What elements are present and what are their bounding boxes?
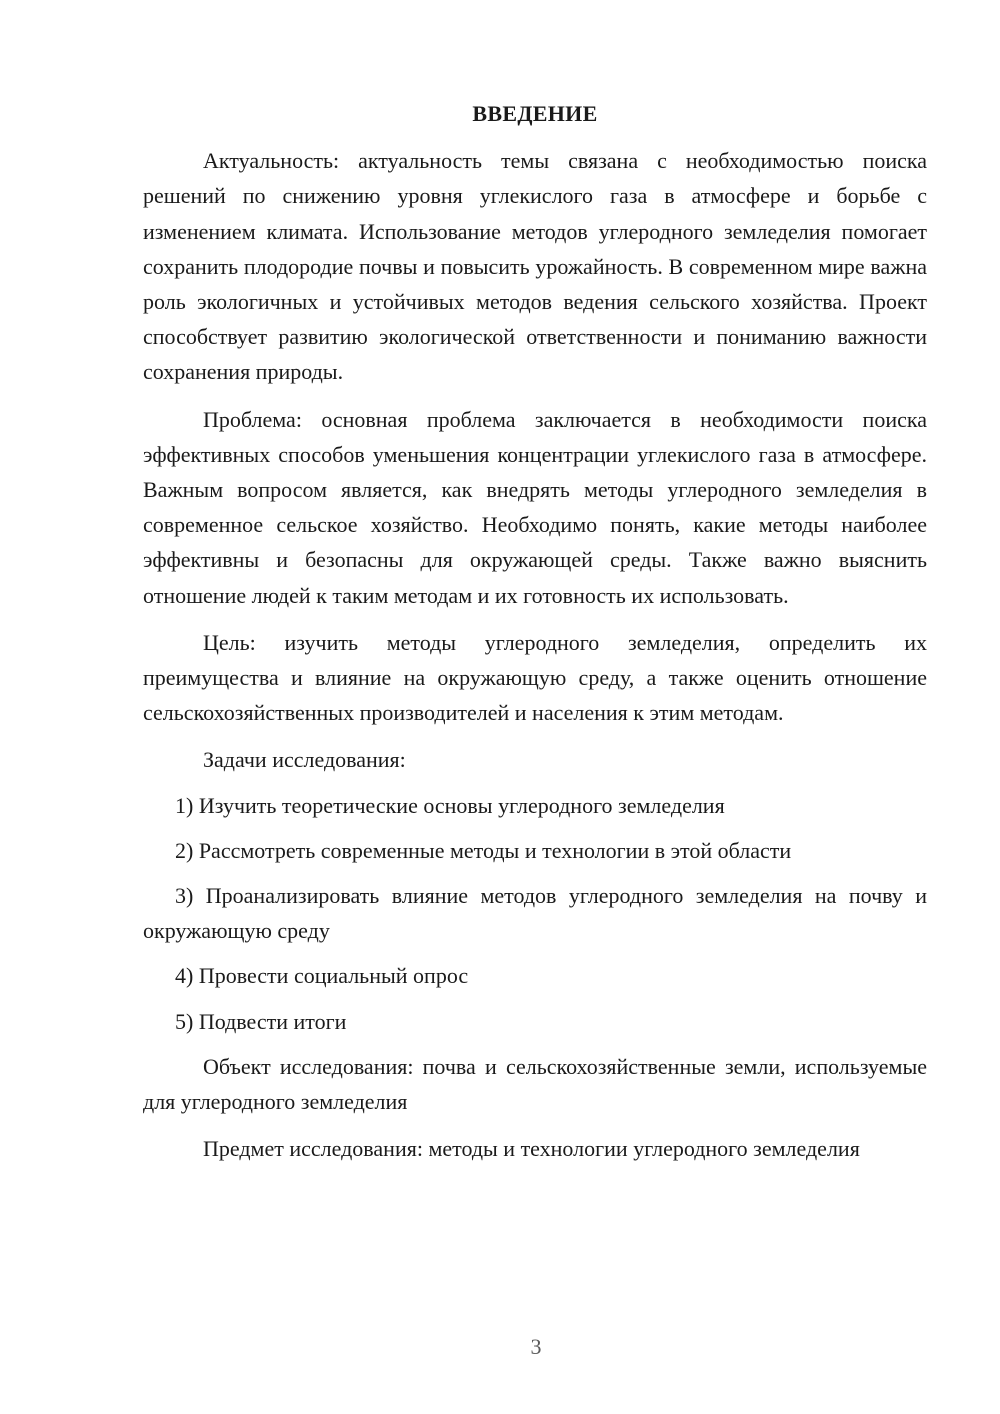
task-item: 2) Рассмотреть современные методы и технологии в этой области	[175, 837, 792, 863]
page-number: 3	[530, 1334, 542, 1359]
task-item: 1) Изучить теоретические основы углеродного земледелия	[175, 792, 725, 818]
task-item: 4) Провести социальный опрос	[175, 963, 469, 989]
object-paragraph: Объект исследования: почва и сельскохозяйственные земли, используемые для углеродного земледелия	[143, 1053, 927, 1115]
tasks-heading: Задачи исследования:	[203, 747, 406, 773]
subject-paragraph: Предмет исследования: методы и технологии углеродного земледелия	[203, 1136, 860, 1162]
page-content	[143, 96, 927, 1178]
relevance-paragraph: Актуальность: актуальность темы связана с необходимостью поиска решений по снижению уровня углекислого газа в атмосфере и борьбе с изменением климата. Использование методов углеродного земледелия помогает сохранить плодородие почвы и повысить урожайность. В современном мире важна роль экологичных и устойчивых методов ведения сельского хозяйства. Проект способствует развитию экологической ответственности и пониманию важности сохранения природы.	[143, 148, 927, 385]
goal-paragraph: Цель: изучить методы углеродного земледелия, определить их преимущества и влияние на окружающую среду, а также оценить отношение сельскохозяйственных производителей и населения к этим методам.	[143, 629, 927, 726]
section-title: ВВЕДЕНИЕ	[472, 101, 598, 126]
task-item: 3) Проанализировать влияние методов углеродного земледелия на почву и окружающую среду	[143, 883, 927, 944]
task-item: 5) Подвести итоги	[175, 1008, 347, 1034]
problem-paragraph: Проблема: основная проблема заключается в необходимости поиска эффективных способов уменьшения концентрации углекислого газа в атмосфере. Важным вопросом является, как внедрять методы углеродного земледелия в современное сельское хозяйство. Необходимо понять, какие методы наиболее эффективны и безопасны для окружающей среды. Также важно выяснить отношение людей к таким методам и их готовность их использовать.	[143, 406, 927, 608]
